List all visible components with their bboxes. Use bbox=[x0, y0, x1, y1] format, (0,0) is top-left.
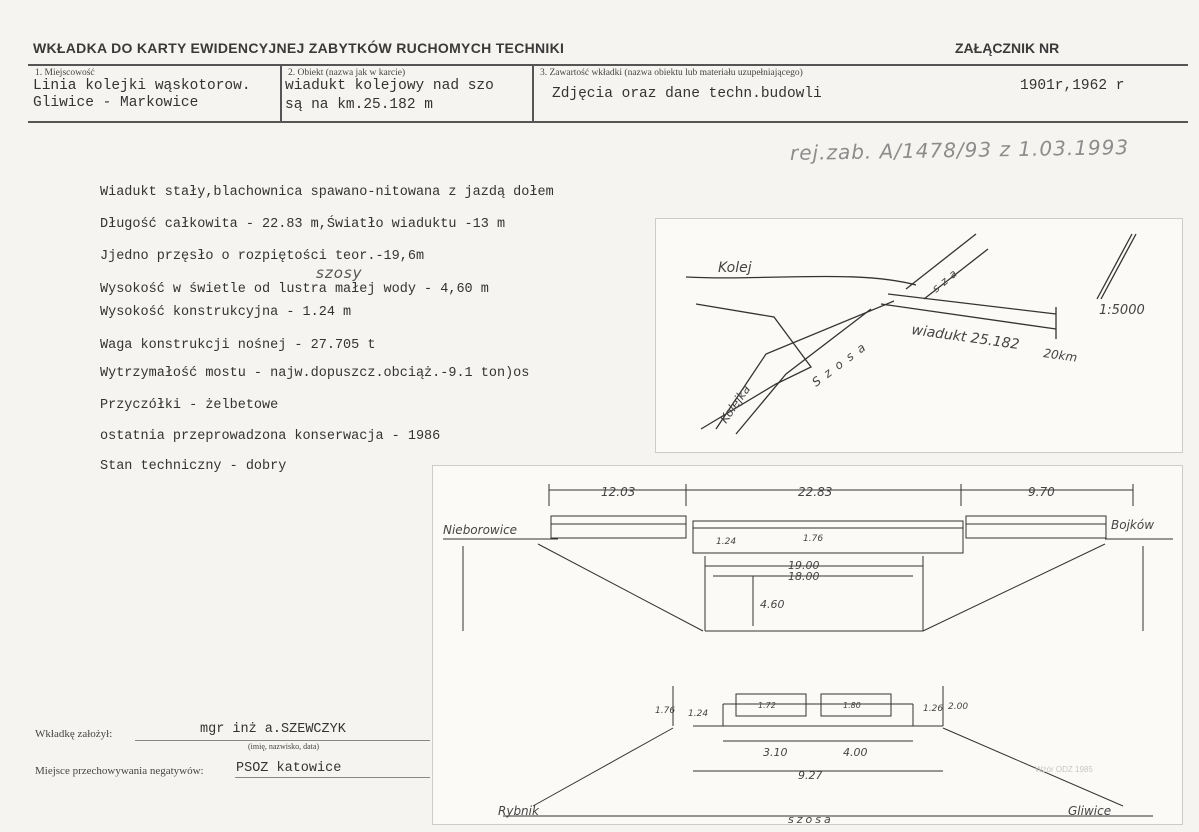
founder-line bbox=[135, 740, 430, 741]
object-line-1: wiadukt kolejowy nad szo bbox=[285, 78, 494, 94]
content-value: Zdjęcia oraz dane techn.budowli bbox=[552, 86, 822, 102]
description-line: Wytrzymałość mostu - najw.dopuszcz.obciąż.-9.1 ton)os bbox=[100, 366, 530, 381]
label-szosa: szosa bbox=[788, 813, 834, 826]
content-label: 3. Zawartość wkładki (nazwa obiektu lub materiału uzupełniającego) bbox=[540, 68, 803, 78]
header-rule-bottom bbox=[28, 121, 1188, 123]
viaduct-axis bbox=[888, 294, 1056, 314]
storage-value: PSOZ katowice bbox=[236, 761, 342, 776]
storage-line bbox=[235, 777, 430, 778]
dim-right: 9.70 bbox=[1028, 485, 1055, 499]
description-line: Przyczółki - żelbetowe bbox=[100, 398, 279, 413]
description-line: Wiadukt stały,blachownica spawano-nitowana z jazdą dołem bbox=[100, 185, 554, 200]
dim-left: 12.03 bbox=[601, 485, 636, 499]
description-line: Wysokość w świetle od lustra małej wody - 4,60 m bbox=[100, 282, 489, 297]
field-divider-1 bbox=[280, 64, 282, 122]
section-slope-left bbox=[533, 728, 673, 806]
section-slope-right bbox=[943, 728, 1123, 806]
railing-left bbox=[551, 516, 686, 538]
attachment-number-label: ZAŁĄCZNIK NR bbox=[955, 40, 1060, 56]
girder-height-right: 1.76 bbox=[803, 534, 824, 544]
section-width-2: 4.00 bbox=[843, 746, 868, 759]
locality-line-2: Gliwice - Markowice bbox=[33, 95, 199, 111]
embankment-slope-right bbox=[923, 544, 1105, 631]
section-dim-3: 1.26 bbox=[923, 704, 944, 714]
section-dim-4: 2.00 bbox=[948, 702, 969, 712]
description-line: Długość całkowita - 22.83 m,Światło wiaduktu -13 m bbox=[100, 217, 506, 232]
card-title: WKŁADKA DO KARTY EWIDENCYJNEJ ZABYTKÓW RUCHOMYCH TECHNIKI bbox=[33, 40, 565, 56]
narrow-gauge-edge bbox=[716, 301, 894, 429]
description-line: Jjedno przęsło o rozpiętości teor.-19,6m bbox=[100, 249, 425, 264]
founder-hint: (imię, nazwisko, data) bbox=[248, 742, 320, 751]
section-width-1: 3.10 bbox=[763, 746, 788, 759]
label-bojkow: Bojków bbox=[1111, 518, 1155, 532]
site-map-drawing bbox=[656, 219, 1184, 454]
viaduct-axis-2 bbox=[881, 304, 1056, 329]
section-dim-1: 1.76 bbox=[655, 706, 676, 716]
map-label-szosa-2: sza bbox=[929, 263, 964, 296]
north-arrow-2 bbox=[1097, 234, 1132, 299]
label-rybnik: Rybnik bbox=[498, 804, 539, 818]
span-1: 19.00 bbox=[788, 559, 820, 572]
label-gliwice: Gliwice bbox=[1068, 804, 1112, 818]
description-line: Stan techniczny - dobry bbox=[100, 459, 287, 474]
dim-mid: 22.83 bbox=[798, 485, 833, 499]
height-label: 4.60 bbox=[760, 598, 785, 611]
map-label-kolejka: Kolejka bbox=[716, 382, 754, 426]
description-line: Wysokość konstrukcyjna - 1.24 m bbox=[100, 305, 352, 320]
locality-label: 1. Miejscowość bbox=[35, 68, 95, 78]
span-2: 18.00 bbox=[788, 570, 820, 583]
map-label-szosa: Szosa bbox=[809, 336, 874, 390]
narrow-gauge-edge-2 bbox=[736, 309, 874, 434]
section-total-width: 9.27 bbox=[798, 769, 823, 782]
description-line: ostatnia przeprowadzona konserwacja - 1986 bbox=[100, 429, 441, 444]
parcel-outline bbox=[696, 304, 811, 429]
label-nieborowice: Nieborowice bbox=[443, 523, 518, 537]
railing-right bbox=[966, 516, 1106, 538]
registry-handwritten-note: rej.zab. A/1478/93 z 1.03.1993 bbox=[789, 135, 1130, 165]
founder-value: mgr inż a.SZEWCZYK bbox=[200, 722, 346, 737]
map-label-km: 20km bbox=[1042, 346, 1079, 365]
object-line-2: są na km.25.182 m bbox=[285, 97, 433, 113]
handwritten-correction: szosy bbox=[316, 264, 363, 282]
girder-height-left: 1.24 bbox=[716, 537, 737, 547]
years-value: 1901r,1962 r bbox=[1020, 78, 1125, 94]
object-label: 2. Obiekt (nazwa jak w karcie) bbox=[288, 68, 406, 78]
locality-line-1: Linia kolejki wąskotorow. bbox=[33, 78, 251, 94]
map-scale: 1:5000 bbox=[1099, 303, 1145, 318]
section-inner-2: 1.80 bbox=[843, 701, 861, 710]
section-dim-2: 1.24 bbox=[688, 709, 709, 719]
form-watermark: Wzór ODZ 1985 bbox=[1035, 765, 1093, 774]
founder-label: Wkładkę założył: bbox=[35, 728, 113, 740]
map-label-viaduct: wiadukt 25.182 bbox=[910, 322, 1021, 354]
description-line: Waga konstrukcji nośnej - 27.705 t bbox=[100, 338, 376, 353]
header-rule-top bbox=[28, 64, 1188, 66]
map-label-kolej: Kolej bbox=[718, 260, 752, 276]
site-map bbox=[655, 218, 1183, 453]
north-arrow bbox=[1101, 234, 1136, 299]
field-divider-2 bbox=[532, 64, 534, 122]
embankment-slope-left bbox=[538, 544, 703, 631]
railway-line bbox=[686, 276, 916, 285]
storage-label: Miejsce przechowywania negatywów: bbox=[35, 765, 204, 777]
section-inner-1: 1.72 bbox=[758, 701, 776, 710]
